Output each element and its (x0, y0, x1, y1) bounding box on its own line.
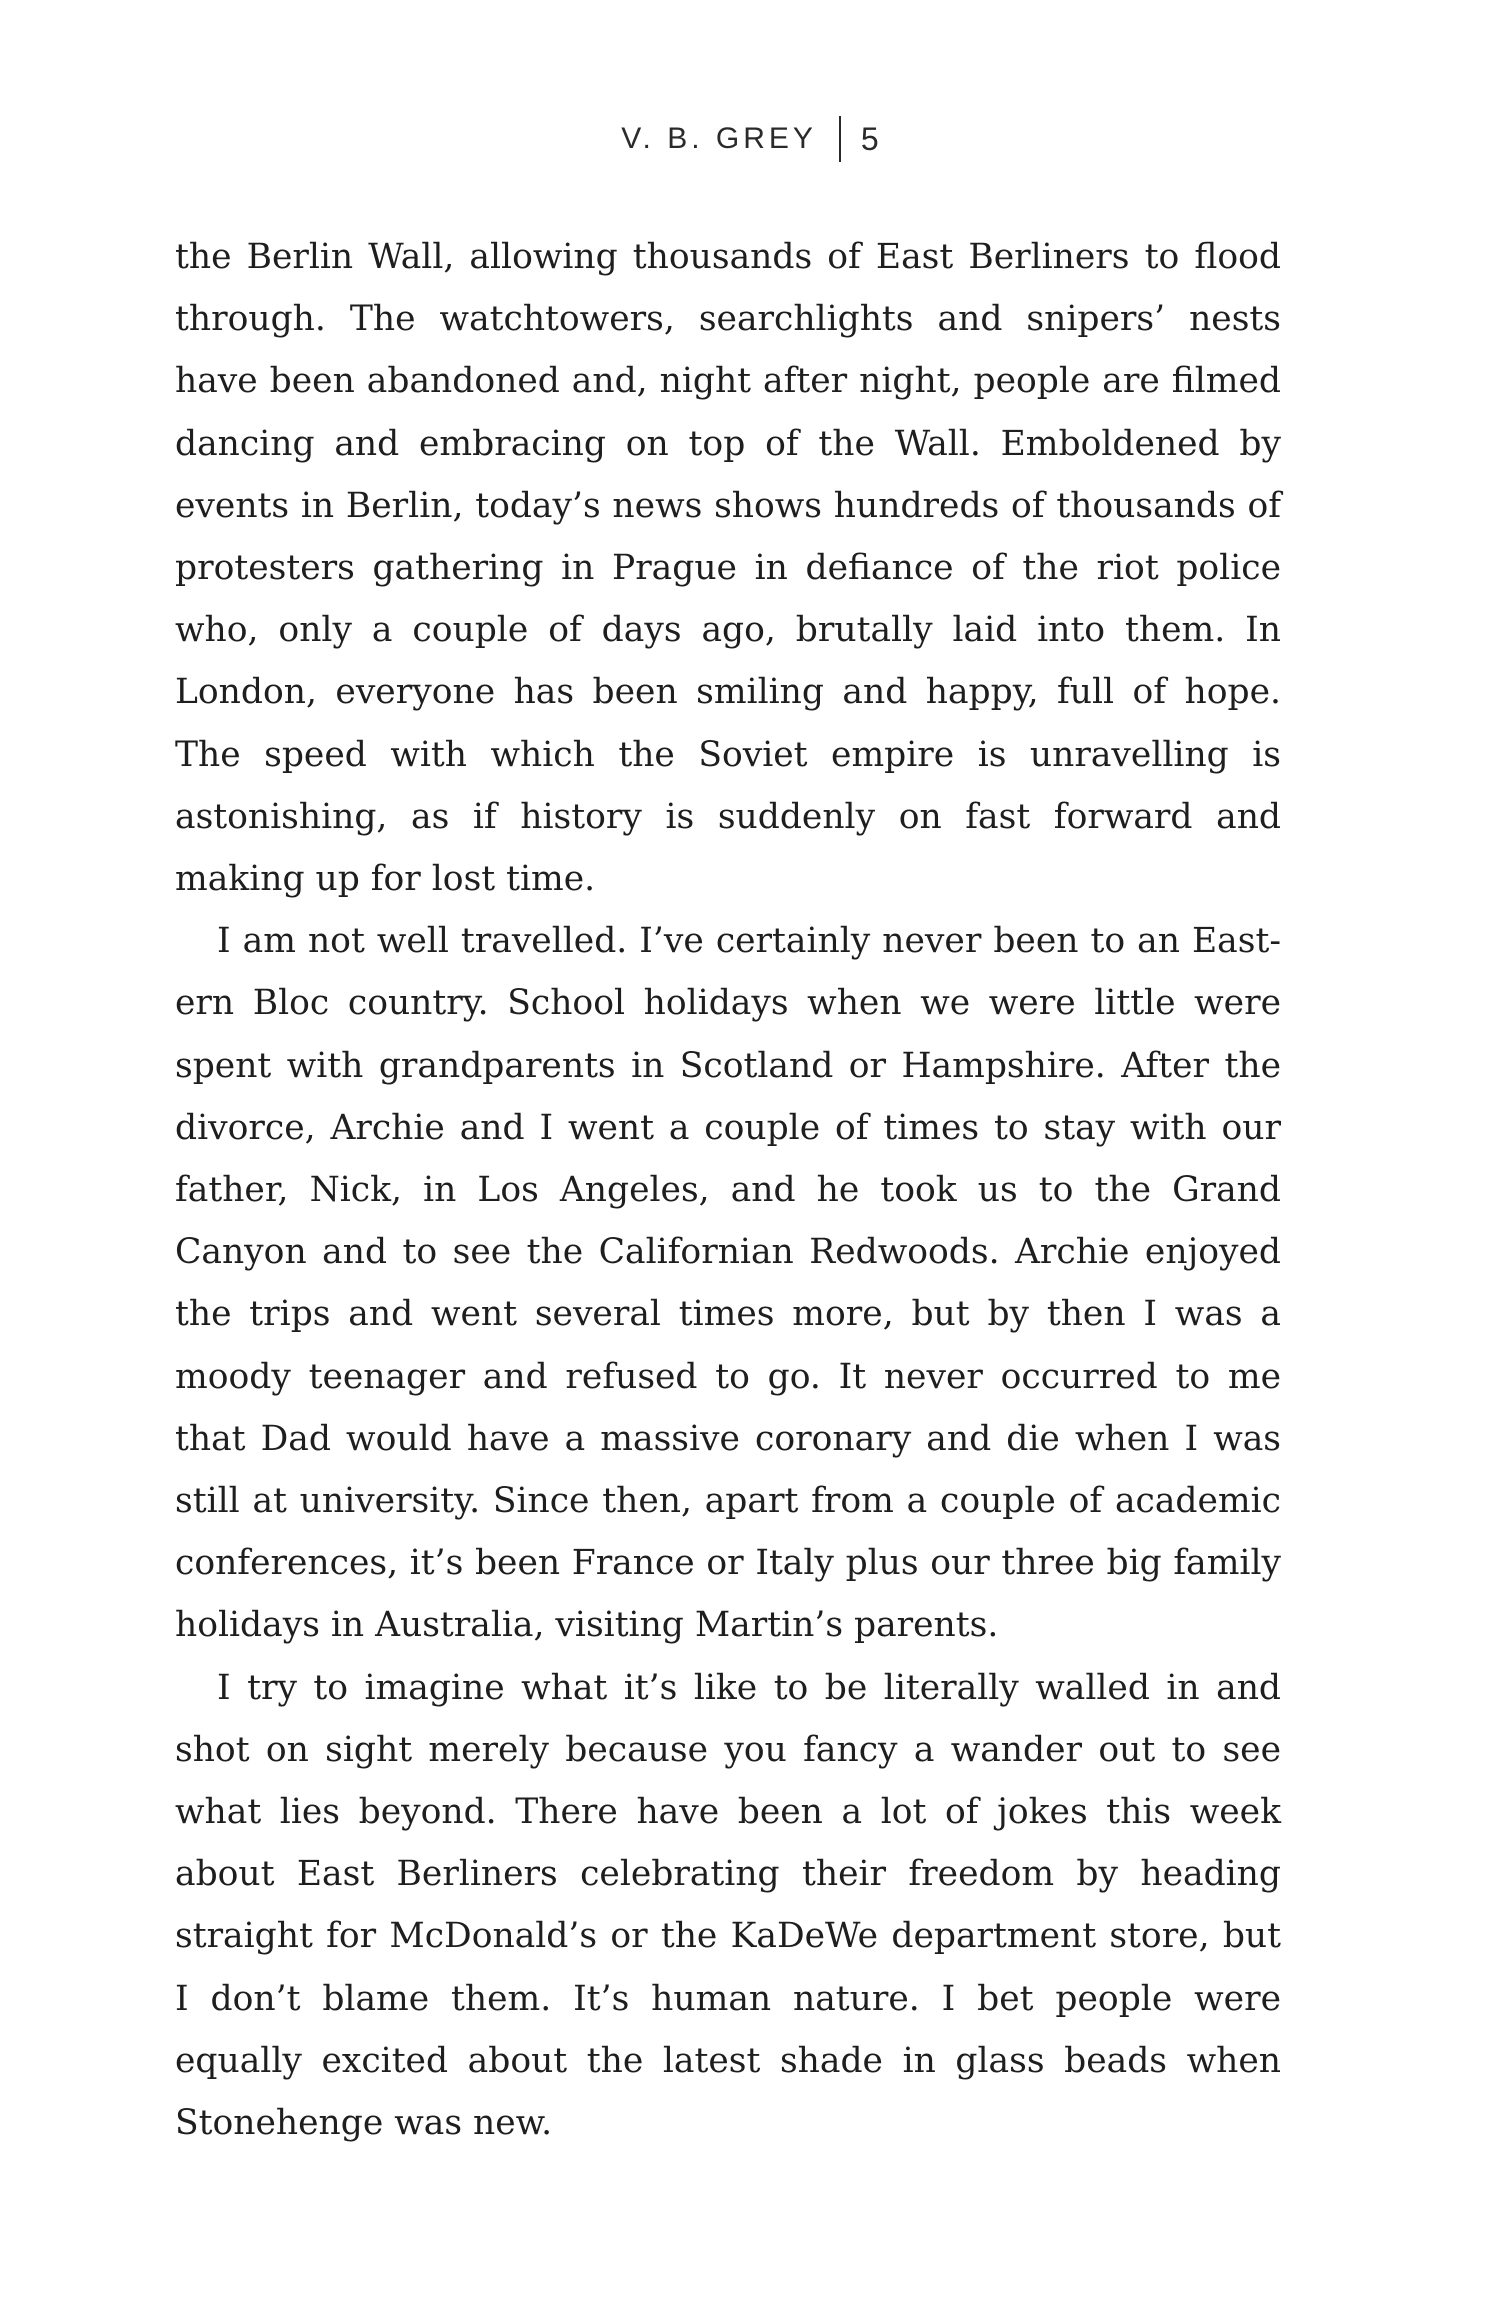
body-text (175, 226, 1281, 2154)
running-head-author: V. B. GREY (621, 122, 817, 155)
running-head-divider (839, 116, 841, 162)
page-number: 5 (860, 120, 879, 157)
running-head (0, 114, 1500, 164)
paragraph-2: I am not well travelled. I’ve certainly never been to an Eastern Bloc country. School holidays when we were little were spent with grandparents in Scotland or Hampshire. After the divorce, Archie and I went a couple of times to stay with our father, Nick, in Los Angeles, and he took us to the Grand Canyon and to see the Californian Redwoods. Archie enjoyed the trips and went several times more, but by then I was a moody teenager and refused to go. It never occurred to me that Dad would have a massive coronary and die when I was still at university. Since then, apart from a couple of academic conferences, it’s been France or Italy plus our three big family holidays in Australia, visiting Martin’s parents. (175, 921, 1281, 1646)
paragraph-1: the Berlin Wall, allowing thousands of East Berliners to flood through. The watchtowers, searchlights and snipers’ nests have been abandoned and, night after night, people are filmed dancing and embracing on top of the Wall. Emboldened by events in Berlin, today’s news shows hundreds of thousands of protesters gathering in Prague in defiance of the riot police who, only a couple of days ago, brutally laid into them. In London, everyone has been smiling and happy, full of hope. The speed with which the Soviet empire is unravelling is astonishing, as if history is suddenly on fast forward and making up for lost time. (175, 237, 1281, 900)
paragraph-3: I try to imagine what it’s like to be literally walled in and shot on sight merely because you fancy a wander out to see what lies beyond. There have been a lot of jokes this week about East Berliners celebrating their freedom by heading straight for McDonald’s or the KaDeWe department store, but I don’t blame them. It’s human nature. I bet people were equally excited about the latest shade in glass beads when Stonehenge was new. (175, 1667, 1281, 2144)
